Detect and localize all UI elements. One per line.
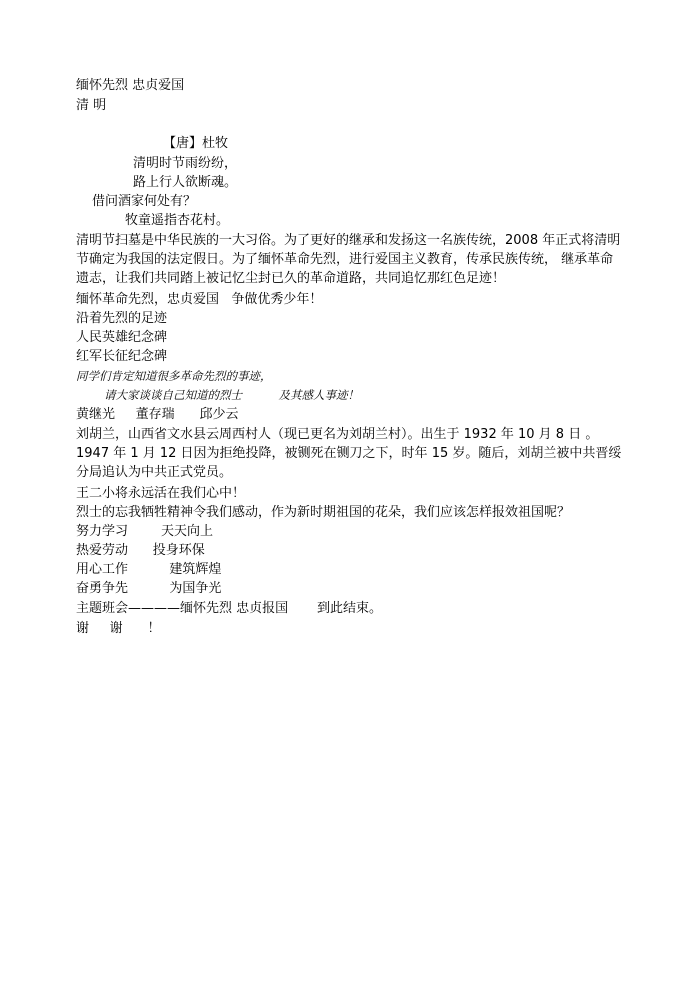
slogan: 缅怀革命先烈，忠贞爱国 争做优秀少年！ [76,292,323,307]
intro-paragraph: 清明节扫墓是中华民族的一大习俗。为了更好的继承和发扬这一名族传统，2008 年正式将清明节确定为我国的法定假日。为了缅怀革命先烈，进行爱国主义教育，传承民族传统， 继承革命遗志，让我们共同踏上被记忆尘封已久的革命道路，共同追忆那红色足迹！ [76,233,621,286]
wang-erxiao-line: 王二小将永远活在我们心中！ [76,486,246,501]
poem-line-1: 清明时节雨纷纷， [133,156,238,171]
hero-names: 黄继光 董存瑞 邱少云 [76,407,239,422]
section-heading: 沿着先烈的足迹 [76,311,168,326]
italic-prompt-1: 同学们肯定知道很多革命先烈的事迹， [76,369,272,383]
question-line: 烈士的忘我牺牲精神令我们感动，作为新时期祖国的花朵，我们应该怎样报效祖国呢？ [76,505,571,520]
doc-title: 缅怀先烈 忠贞爱国 [76,78,185,93]
italic-prompt-2: 请大家谈谈自己知道的烈士 及其感人事迹！ [104,388,360,402]
doc-subtitle: 清 明 [76,98,107,113]
poem-line-4: 牧童遥指杏花村。 [125,213,230,228]
closing-line: 主题班会————缅怀先烈 忠贞报国 到此结束。 [76,601,383,616]
list-item: 人民英雄纪念碑 [76,330,168,345]
motto-pair: 热爱劳动 投身环保 [76,543,205,558]
thanks-line: 谢 谢 ！ [76,621,161,636]
poem-line-3: 借问酒家何处有？ [92,194,197,209]
motto-pair: 奋勇争先 为国争光 [76,581,222,596]
poem-line-2: 路上行人欲断魂。 [133,175,238,190]
liu-hulan-paragraph: 刘胡兰，山西省文水县云周西村人（现已更名为刘胡兰村）。出生于 1932 年 10 月 8 日 。1947 年 1 月 12 日因为拒绝投降，被铡死在铡刀之下，时年 15 岁。随后，刘胡兰被中共晋绥分局追认为中共正式党员。 [76,427,622,480]
motto-pair: 用心工作 建筑辉煌 [76,562,222,577]
poem-author: 【唐】杜牧 [163,136,229,151]
list-item: 红军长征纪念碑 [76,349,168,364]
motto-pair: 努力学习 天天向上 [76,524,214,539]
